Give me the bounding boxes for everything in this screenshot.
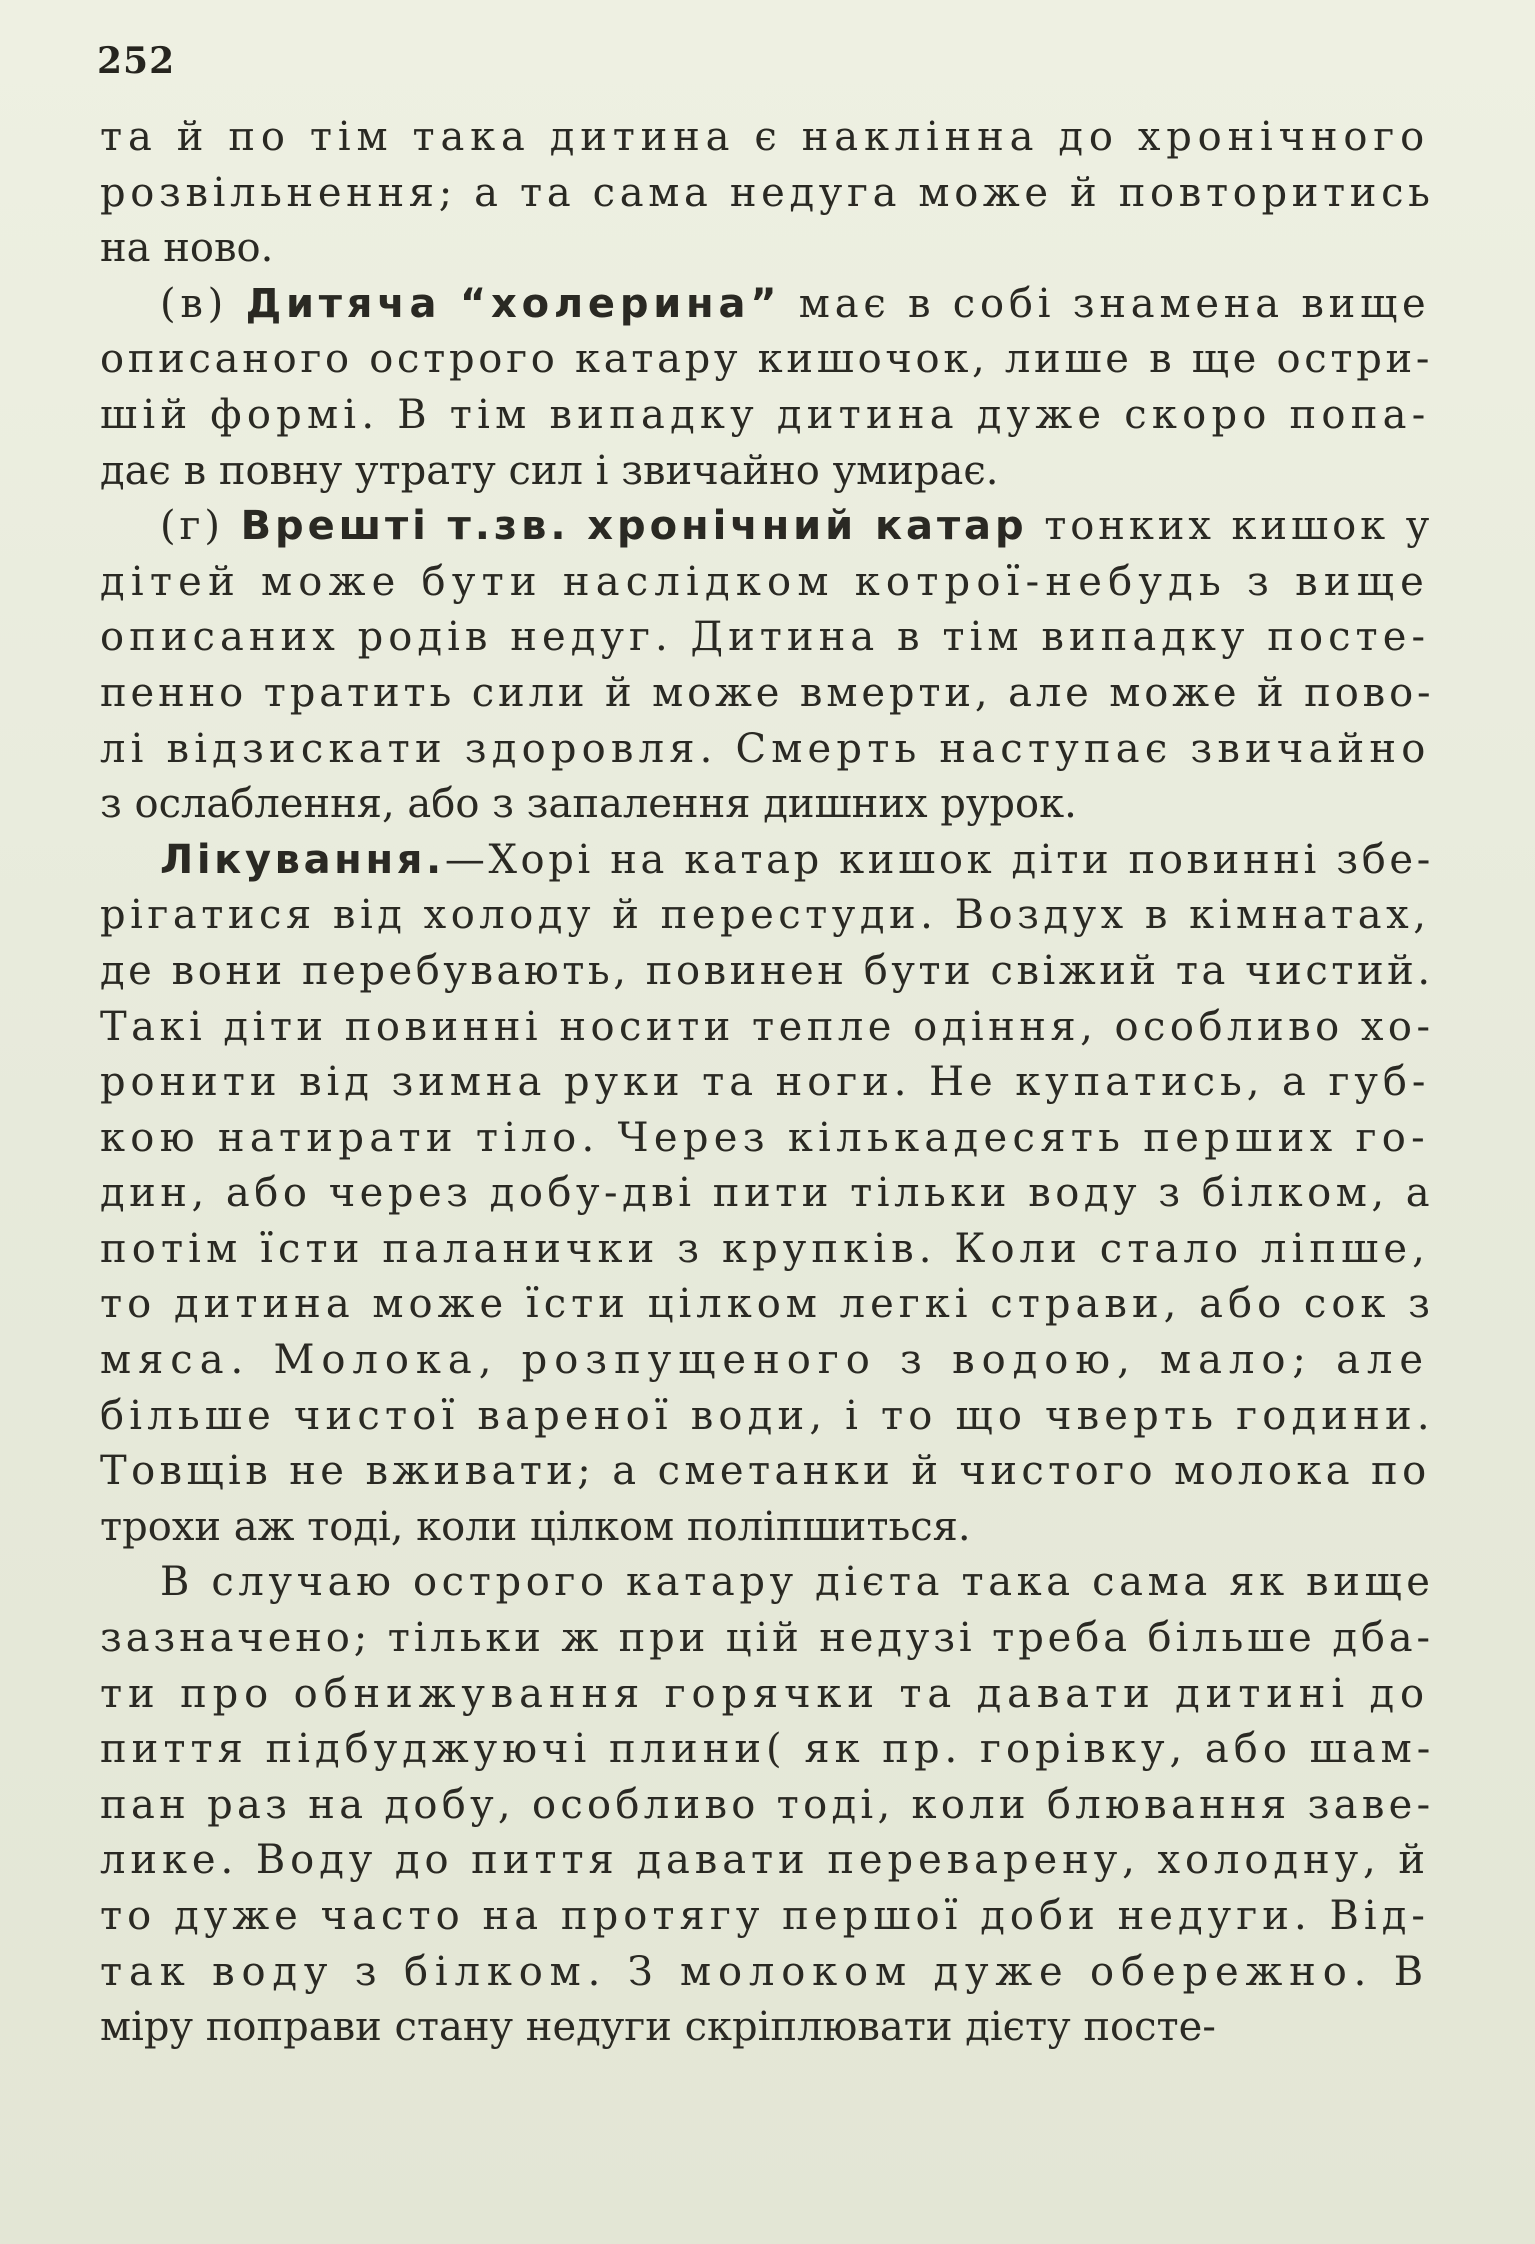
line-text: —Хорі на катар кишок діти повинні збе- — [444, 836, 1434, 883]
bold-heading: Лікування. — [160, 836, 445, 883]
line-text: пан раз на добу, особливо тоді, коли блювання заве- — [100, 1781, 1435, 1828]
text-line — [100, 1333, 1430, 1389]
text-line — [100, 1055, 1430, 1111]
line-text: зазначено; тільки ж при цій недузі треба більше дба- — [100, 1615, 1434, 1662]
paragraph — [100, 1555, 1436, 2055]
paragraph — [100, 277, 1434, 499]
text-line — [100, 166, 1435, 222]
line-text: на ново. — [100, 225, 274, 272]
text-line — [100, 1389, 1435, 1445]
line-text: пенно тратить сили й може вмерти, але може й пово- — [100, 669, 1435, 716]
text-line — [100, 1555, 1435, 1611]
text-line — [100, 221, 1430, 277]
text-line — [100, 1277, 1436, 1333]
line-text: міру поправи стану недуги скріплювати дієту посте- — [100, 2004, 1216, 2051]
line-text: дин, або через добу-дві пити тільки воду з білком, а — [100, 1170, 1435, 1217]
text-line — [100, 1722, 1436, 1778]
line-text: Товщів не вживати; а сметанки й чистого молока по — [100, 1448, 1431, 1495]
text-line — [100, 555, 1430, 611]
paragraph — [100, 110, 1435, 277]
line-text: дає в повну утрату сил і звичайно умирає. — [100, 447, 999, 494]
paragraph — [100, 833, 1436, 1556]
line-text: рігатися від холоду й перестуди. Воздух в кімнатах, — [100, 892, 1431, 939]
line-text: має в собі знамена вище — [781, 280, 1431, 327]
text-line — [100, 1500, 1430, 1556]
text-line — [100, 666, 1435, 722]
page-number: 252 — [97, 40, 176, 82]
text-line — [100, 833, 1434, 889]
text-line — [100, 1166, 1435, 1222]
text-line — [100, 1889, 1430, 1945]
item-marker: (г) — [160, 503, 241, 550]
text-line — [100, 332, 1434, 388]
text-line — [100, 277, 1430, 333]
line-text: ронити від зимна руки та ноги. Не купатись, а губ- — [100, 1059, 1431, 1106]
text-line — [100, 388, 1430, 444]
text-line — [100, 722, 1430, 778]
text-line — [100, 499, 1434, 555]
body-text — [100, 110, 1436, 2056]
line-text: де вони перебувають, повинен бути свіжий та чистий. — [100, 947, 1434, 994]
text-line — [100, 110, 1430, 166]
line-text: з ослаблення, або з запалення дишних рурок. — [100, 781, 1077, 828]
line-text: кою натирати тіло. Через кількадесять перших го- — [100, 1114, 1430, 1161]
line-text: потім їсти паланички з крупків. Коли стало ліпше, — [100, 1225, 1430, 1272]
line-text: описаних родів недуг. Дитина в тім випадку посте- — [100, 614, 1430, 661]
paragraph — [100, 499, 1435, 833]
line-text: та й по тім така дитина є наклінна до хронічного — [100, 114, 1430, 160]
line-text: мяса. Молока, розпущеного з водою, мало; але — [100, 1337, 1430, 1384]
text-line — [100, 2000, 1430, 2056]
text-line — [100, 1945, 1430, 2001]
line-text: Такі діти повинні носити тепле одіння, особливо хо- — [100, 1003, 1435, 1050]
text-line — [100, 444, 1430, 500]
text-line — [100, 1222, 1430, 1278]
text-line — [100, 1611, 1434, 1667]
text-line — [100, 610, 1430, 666]
line-text: то дуже часто на протягу першої доби недуги. Від- — [100, 1893, 1430, 1939]
text-line — [100, 1444, 1430, 1500]
text-line — [100, 1667, 1430, 1723]
text-line — [100, 1000, 1435, 1056]
line-text: В случаю острого катару дієта така сама як вище — [160, 1559, 1435, 1606]
line-text: трохи аж тоді, коли цілком поліпшиться. — [100, 1503, 971, 1550]
text-line — [100, 1833, 1430, 1889]
line-text: так воду з білком. З молоком дуже обережно. В — [100, 1948, 1430, 1995]
line-text: більше чистої вареної води, і то що чверть години. — [100, 1392, 1435, 1439]
line-text: лі відзискати здоровля. Смерть наступає звичайно — [100, 725, 1431, 772]
line-text: то дитина може їсти цілком легкі страви, або сок з — [100, 1281, 1436, 1328]
line-text: шій формі. В тім випадку дитина дуже скоро попа- — [100, 391, 1431, 438]
line-text: дітей може бути наслідком котрої-небудь з вище — [100, 558, 1430, 605]
text-line — [100, 777, 1430, 833]
line-text: розвільнення; а та сама недуга може й повторитись — [100, 169, 1435, 216]
line-text: лике. Воду до пиття давати переварену, холодну, й — [100, 1837, 1430, 1884]
text-line — [100, 1778, 1435, 1834]
bold-heading: Врешті т.зв. хронічний катар — [240, 503, 1028, 550]
text-line — [100, 944, 1434, 1000]
bold-heading: Дитяча “холерина” — [245, 280, 782, 327]
item-marker: (в) — [160, 280, 246, 327]
line-text: ти про обнижування горячки та давати дитині до — [100, 1670, 1430, 1717]
line-text: тонких кишок у — [1027, 503, 1434, 550]
text-line — [100, 888, 1430, 944]
line-text: описаного острого катару кишочок, лише в ще остри- — [100, 336, 1434, 383]
text-line — [100, 1111, 1430, 1167]
line-text: пиття підбуджуючі плини( як пр. горівку, або шам- — [100, 1726, 1436, 1773]
